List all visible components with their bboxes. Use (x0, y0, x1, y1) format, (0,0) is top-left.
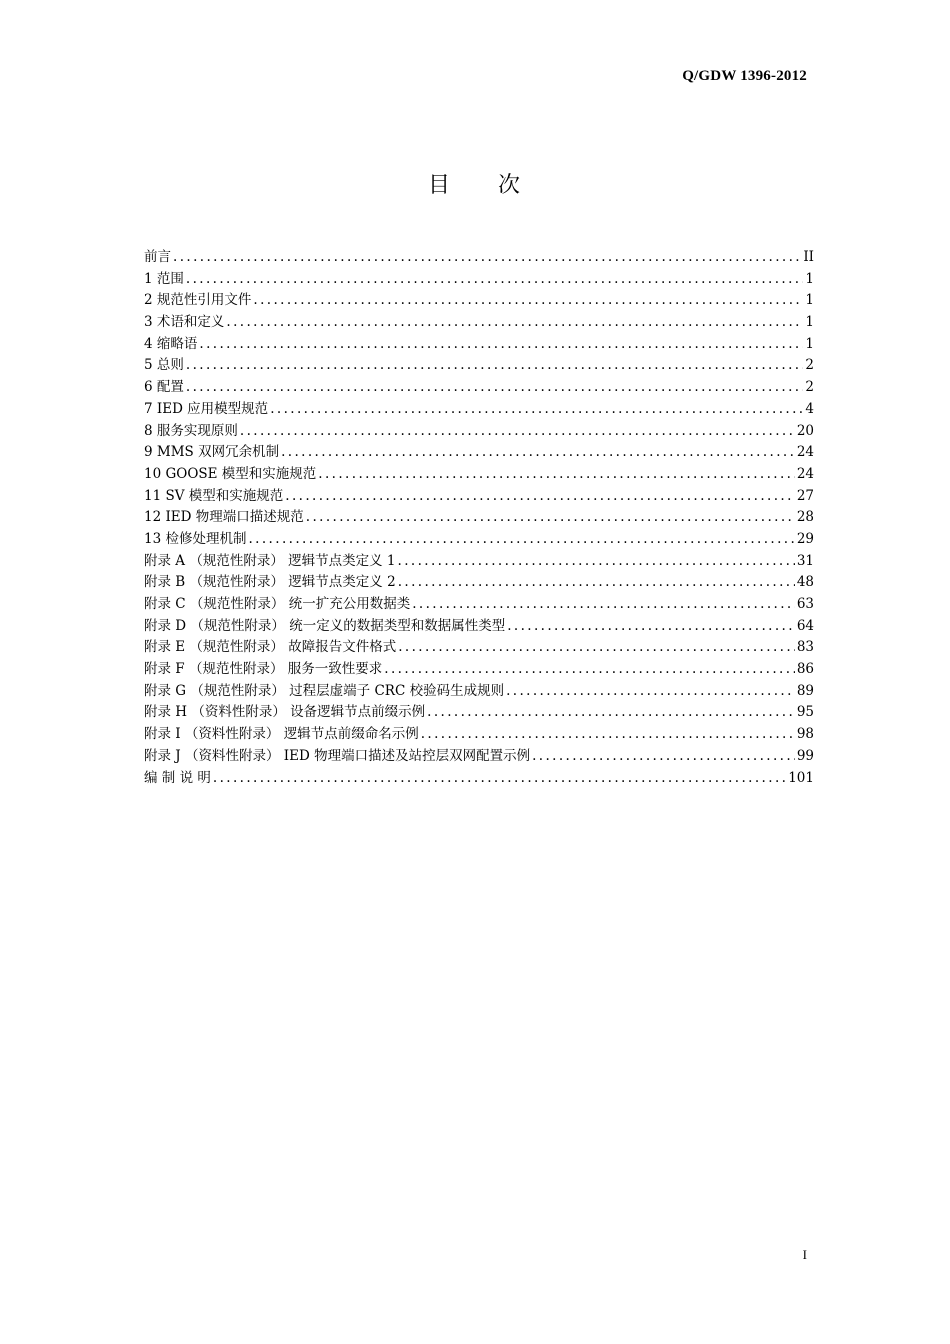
toc-title-char-2: 次 (498, 173, 523, 198)
toc-title-char-1: 目 (427, 173, 452, 198)
toc-entry-page: 98 (796, 726, 814, 743)
dot-leader (199, 334, 803, 356)
dot-leader (213, 768, 786, 790)
toc-entry-label: 3 术语和定义 (144, 314, 225, 331)
toc-entry[interactable] (144, 464, 814, 486)
toc-entry-label: 13 检修处理机制 (144, 530, 247, 547)
dot-leader (427, 702, 795, 724)
toc-entry-page: 1 (805, 292, 814, 309)
toc-entry-label: 附录 D （规范性附录） 统一定义的数据类型和数据属性类型 (144, 617, 506, 634)
toc-entry-label: 前言 (144, 249, 171, 265)
toc-entry-page: 48 (796, 574, 814, 591)
dot-leader (186, 377, 804, 399)
toc-entry-label: 附录 C （规范性附录） 统一扩充公用数据类 (144, 596, 411, 612)
dot-leader (384, 659, 795, 681)
toc-entry-page: 27 (796, 487, 814, 504)
toc-entry-page: 64 (796, 617, 814, 634)
table-of-contents (144, 247, 814, 789)
toc-entry-label: 编 制 说 明 (144, 769, 211, 786)
toc-entry[interactable] (144, 702, 814, 724)
dot-leader (318, 464, 795, 486)
toc-entry-label: 9 MMS 双网冗余机制 (144, 444, 280, 461)
dot-leader (421, 724, 795, 746)
toc-entry-label: 附录 I （资料性附录） 逻辑节点前缀命名示例 (144, 726, 419, 743)
toc-entry-label: 4 缩略语 (144, 335, 198, 352)
toc-entry-page: 1 (805, 314, 814, 331)
toc-entry-label: 1 范围 (144, 270, 184, 287)
toc-entry-page: 101 (788, 769, 814, 786)
dot-leader (285, 486, 795, 508)
toc-entry-label: 5 总则 (144, 357, 184, 374)
toc-entry-page: 20 (796, 422, 814, 439)
dot-leader (240, 421, 795, 443)
dot-leader (506, 681, 795, 703)
dot-leader (173, 247, 801, 269)
toc-entry[interactable] (144, 616, 814, 638)
toc-entry-page: 83 (796, 639, 814, 656)
toc-entry-label: 附录 E （规范性附录） 故障报告文件格式 (144, 639, 397, 656)
dot-leader (270, 399, 803, 421)
dot-leader (398, 572, 795, 594)
toc-entry-label: 附录 A （规范性附录） 逻辑节点类定义 1 (144, 552, 396, 569)
toc-entry-label: 附录 G （规范性附录） 过程层虚端子 CRC 校验码生成规则 (144, 682, 505, 699)
toc-entry[interactable] (144, 247, 814, 269)
dot-leader (398, 551, 795, 573)
toc-entry-label: 附录 F （规范性附录） 服务一致性要求 (144, 661, 383, 678)
toc-entry-page: 24 (796, 465, 814, 482)
toc-entry-page: 1 (805, 270, 814, 287)
toc-entry[interactable] (144, 724, 814, 746)
toc-entry-label: 10 GOOSE 模型和实施规范 (144, 465, 317, 482)
toc-entry[interactable] (144, 312, 814, 334)
toc-entry-page: 31 (796, 552, 814, 569)
page-number: I (802, 1247, 807, 1262)
toc-entry[interactable] (144, 572, 814, 594)
toc-entry-label: 7 IED 应用模型规范 (144, 400, 269, 417)
dot-leader (248, 529, 794, 551)
toc-entry-label: 附录 H （资料性附录） 设备逻辑节点前缀示例 (144, 704, 426, 721)
toc-title (0, 168, 950, 199)
toc-entry[interactable] (144, 768, 814, 790)
toc-entry-page: 28 (796, 509, 814, 526)
toc-entry[interactable] (144, 377, 814, 399)
toc-entry[interactable] (144, 290, 814, 312)
document-code: Q/GDW 1396-2012 (682, 68, 807, 84)
toc-entry[interactable] (144, 334, 814, 356)
toc-entry[interactable] (144, 551, 814, 573)
toc-entry[interactable] (144, 486, 814, 508)
toc-entry[interactable] (144, 594, 814, 616)
toc-entry[interactable] (144, 269, 814, 291)
toc-entry[interactable] (144, 399, 814, 421)
dot-leader (412, 594, 795, 616)
toc-entry-page: 63 (796, 596, 814, 612)
toc-entry[interactable] (144, 442, 814, 464)
toc-entry-label: 2 规范性引用文件 (144, 292, 252, 309)
dot-leader (398, 637, 795, 659)
toc-entry-label: 6 配置 (144, 379, 184, 396)
toc-entry[interactable] (144, 507, 814, 529)
dot-leader (507, 616, 795, 638)
toc-entry-page: 1 (805, 335, 814, 352)
dot-leader (186, 355, 804, 377)
toc-entry[interactable] (144, 637, 814, 659)
toc-entry[interactable] (144, 529, 814, 551)
toc-entry-page: 99 (796, 747, 814, 764)
toc-entry-label: 11 SV 模型和实施规范 (144, 487, 284, 504)
dot-leader (281, 442, 795, 464)
dot-leader (226, 312, 803, 334)
dot-leader (306, 507, 795, 529)
toc-entry-page: II (803, 249, 814, 265)
toc-entry-page: 24 (796, 444, 814, 461)
toc-entry-page: 86 (796, 661, 814, 678)
toc-entry-label: 8 服务实现原则 (144, 422, 238, 439)
toc-entry-page: 4 (805, 400, 814, 417)
toc-entry[interactable] (144, 659, 814, 681)
toc-entry-page: 95 (796, 704, 814, 721)
dot-leader (532, 746, 795, 768)
dot-leader (253, 290, 803, 312)
dot-leader (186, 269, 804, 291)
toc-entry[interactable] (144, 421, 814, 443)
toc-entry[interactable] (144, 681, 814, 703)
toc-entry-label: 附录 B （规范性附录） 逻辑节点类定义 2 (144, 574, 396, 591)
toc-entry-label: 12 IED 物理端口描述规范 (144, 509, 304, 526)
toc-entry-page: 29 (796, 530, 814, 547)
toc-entry-page: 2 (805, 379, 814, 396)
toc-entry[interactable] (144, 746, 814, 768)
toc-entry-page: 2 (805, 357, 814, 374)
toc-entry[interactable] (144, 355, 814, 377)
toc-entry-page: 89 (796, 682, 814, 699)
toc-entry-label: 附录 J （资料性附录） IED 物理端口描述及站控层双网配置示例 (144, 747, 531, 764)
